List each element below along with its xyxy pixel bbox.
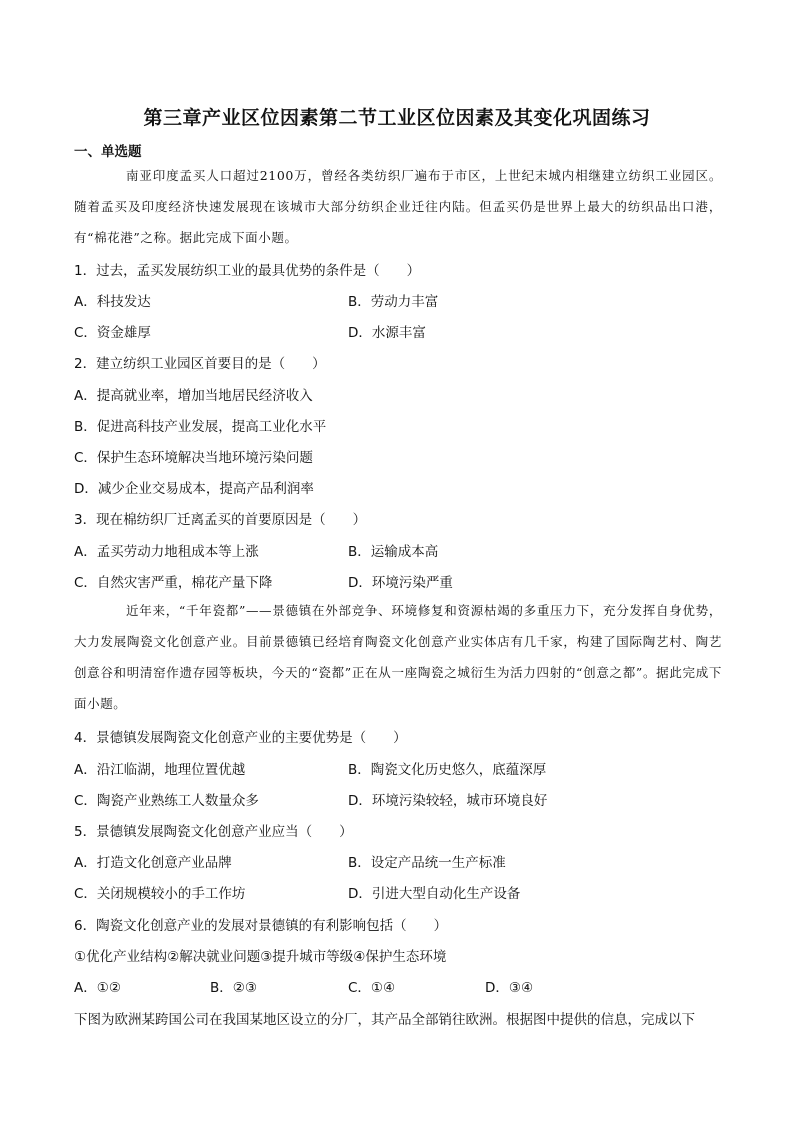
question-1-stem: 1．过去，孟买发展纺织工业的最具优势的条件是（ ）	[74, 263, 421, 279]
q2-option-a: A．提高就业率，增加当地居民经济收入	[74, 388, 313, 404]
page-title: 第三章产业区位因素第二节工业区位因素及其变化巩固练习	[143, 107, 651, 129]
q3-option-d: D．环境污染严重	[348, 575, 453, 591]
question-6-stem: 6．陶瓷文化创意产业的发展对景德镇的有利影响包括（ ）	[74, 918, 448, 934]
q4-option-c: C．陶瓷产业熟练工人数量众多	[74, 793, 259, 809]
q4-option-d: D．环境污染较轻，城市环境良好	[348, 793, 548, 809]
q6-option-c: C．①④	[348, 980, 396, 996]
q1-option-d: D．水源丰富	[348, 325, 426, 341]
q2-option-d: D．减少企业交易成本，提高产品利润率	[74, 481, 314, 497]
question-3-stem: 3．现在棉纺织厂迁离孟买的首要原因是（ ）	[74, 512, 367, 528]
section-heading: 一、单选题	[74, 144, 142, 160]
q3-option-c: C．自然灾害严重，棉花产量下降	[74, 575, 273, 591]
passage-jingdezhen: 近年来，“千年瓷都”——景德镇在外部竞争、环境修复和资源枯竭的多重压力下，充分发挥自身优势，大力发展陶瓷文化创意产业。目前景德镇已经培育陶瓷文化创意产业实体店有几千家，构建了国际陶艺村、陶艺创意谷和明清窑作遗存园等板块，今天的“瓷都”正在从一座陶瓷之城衍生为活力四射的“创意之都”。据此完成下面小题。	[74, 603, 722, 711]
next-section-intro: 下图为欧洲某跨国公司在我国某地区设立的分厂，其产品全部销往欧洲。根据图中提供的信息，完成以下	[74, 1012, 695, 1028]
q1-option-b: B．劳动力丰富	[348, 294, 439, 310]
q5-option-c: C．关闭规模较小的手工作坊	[74, 886, 246, 902]
question-5-stem: 5．景德镇发展陶瓷文化创意产业应当（ ）	[74, 824, 353, 840]
q6-option-d: D．③④	[485, 980, 534, 996]
question-4-stem: 4．景德镇发展陶瓷文化创意产业的主要优势是（ ）	[74, 730, 407, 746]
passage-mumbai: 南亚印度孟买人口超过2100万，曾经各类纺织厂遍布于市区，上世纪末城内相继建立纺织工业园区。随着孟买及印度经济快速发展现在该城市大部分纺织企业迁往内陆。但孟买仍是世界上最大的纺织品出口港，有“棉花港”之称。据此完成下面小题。	[74, 168, 722, 245]
q5-option-d: D．引进大型自动化生产设备	[348, 886, 521, 902]
question-2-stem: 2．建立纺织工业园区首要目的是（ ）	[74, 356, 326, 372]
q4-option-a: A．沿江临湖，地理位置优越	[74, 762, 246, 778]
q5-option-b: B．设定产品统一生产标准	[348, 855, 506, 871]
q1-option-c: C．资金雄厚	[74, 325, 151, 341]
q5-option-a: A．打造文化创意产业品牌	[74, 855, 232, 871]
q2-option-c: C．保护生态环境解决当地环境污染问题	[74, 450, 313, 466]
q6-option-a: A．①②	[74, 980, 121, 996]
q3-option-a: A．孟买劳动力地租成本等上涨	[74, 544, 259, 560]
q2-option-b: B．促进高科技产业发展，提高工业化水平	[74, 419, 327, 435]
q4-option-b: B．陶瓷文化历史悠久，底蕴深厚	[348, 762, 547, 778]
q1-option-a: A．科技发达	[74, 294, 151, 310]
q3-option-b: B．运输成本高	[348, 544, 439, 560]
q6-items: ①优化产业结构②解决就业问题③提升城市等级④保护生态环境	[74, 949, 447, 965]
q6-option-b: B．②③	[210, 980, 257, 996]
